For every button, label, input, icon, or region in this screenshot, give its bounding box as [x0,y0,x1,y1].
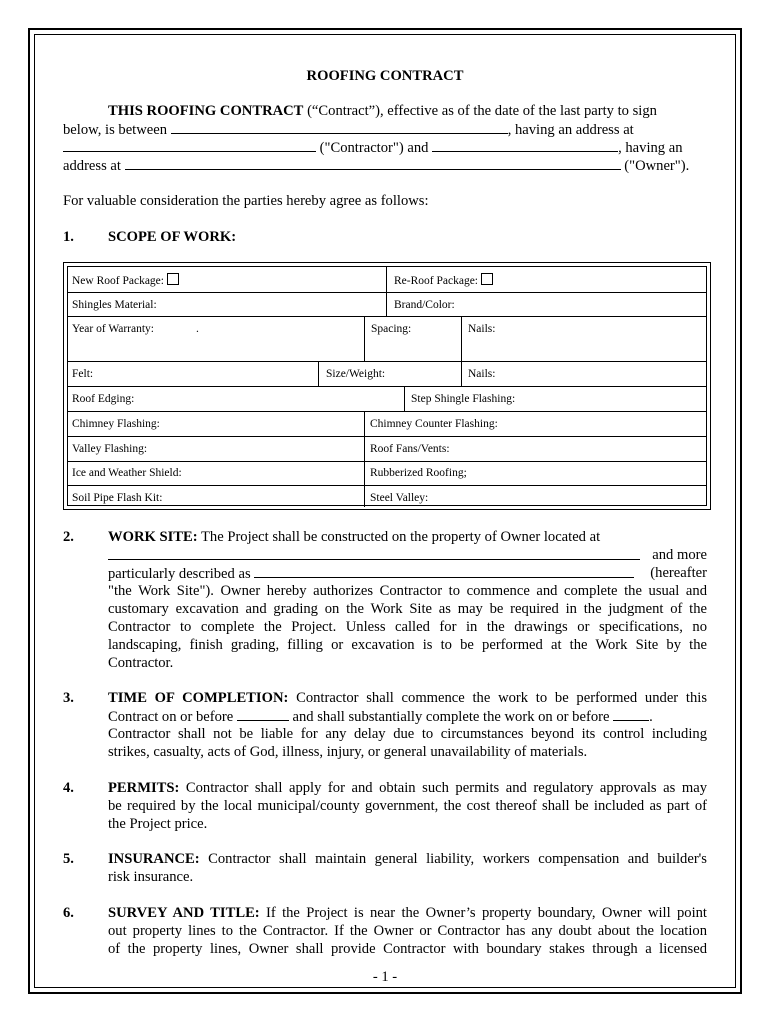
owner-name-blank[interactable] [432,138,618,152]
section-4-paragraph: PERMITS: Contractor shall apply for and obtain such permits and regulatory approvals as may be required by the local municipal/county government, the cost thereof shall be included as part of the Project price. [108,780,707,832]
step-shingle-flashing-label: Step Shingle Flashing: [411,393,516,405]
felt-label: Felt: [72,368,94,380]
nails-label-1: Nails: [468,323,496,335]
section-2-number: 2. [63,529,74,545]
valley-flashing-label: Valley Flashing: [72,443,148,455]
completion-date-blank[interactable] [613,707,649,721]
soil-pipe-flash-kit-label: Soil Pipe Flash Kit: [72,492,163,504]
year-of-warranty-label: Year of Warranty: [72,323,155,335]
year-of-warranty-dot: . [196,323,199,335]
scope-of-work-table [63,262,711,510]
rubberized-roofing-label: Rubberized Roofing; [370,467,467,479]
section-5-paragraph: INSURANCE: Contractor shall maintain general liability, workers compensation and builder's risk insurance. [108,851,707,885]
section-5-number: 5. [63,851,74,867]
work-site-description-blank[interactable] [254,564,634,578]
nails-label-2: Nails: [468,368,496,380]
roof-fans-vents-label: Roof Fans/Vents: [370,443,450,455]
chimney-flashing-label: Chimney Flashing: [72,418,160,430]
intro-line-4: address at ("Owner"). [63,158,690,174]
section-6-number: 6. [63,905,74,921]
intro-line-1: THIS ROOFING CONTRACT (“Contract”), effective as of the date of the last party to sign [108,103,657,119]
page-number: - 1 - [372,969,398,985]
ice-weather-shield-label: Ice and Weather Shield: [72,467,182,479]
document-title: ROOFING CONTRACT [306,68,464,84]
new-roof-package-checkbox[interactable] [167,273,179,285]
section-3-number: 3. [63,690,74,706]
intro-line-3: ("Contractor") and , having an [63,138,683,157]
section-2-paragraph: WORK SITE: The Project shall be constructed on the property of Owner located at and more particularly described as (hereafter "the Work Site"). Owner hereby authorizes Contractor to commence and complete the usual and customary excavation and grading on the Work Site as may be required in the judgment of the Contractor to complete the Project. Unless called for in the drawings or specifications, no landscaping, finish grading, filling or excavation is to be performed at the Work Site by the Contractor. [108,529,707,671]
section-1-heading: SCOPE OF WORK: [108,229,237,245]
size-weight-label: Size/Weight: [326,368,386,380]
section-1-number: 1. [63,229,74,245]
section-4-number: 4. [63,780,74,796]
roof-edging-label: Roof Edging: [72,393,135,405]
intro-line-2: below, is between , having an address at [63,122,634,138]
steel-valley-label: Steel Valley: [370,492,429,504]
reroof-package-field: Re-Roof Package: [394,273,493,288]
brand-color-label: Brand/Color: [394,299,455,311]
section-3-paragraph: TIME OF COMPLETION: Contractor shall commence the work to be performed under this Contract on or before and shall substantially complete the work on or before . Contractor shall not be liable for any delay due to circumstances beyond its control including strikes, casualty, acts of God, illness, injury, or general unavailability of materials. [108,690,707,760]
commence-date-blank[interactable] [237,707,289,721]
chimney-counter-flashing-label: Chimney Counter Flashing: [370,418,498,430]
consideration-text: For valuable consideration the parties hereby agree as follows: [63,193,429,209]
new-roof-package-field: New Roof Package: [72,273,179,288]
contractor-name-blank[interactable] [171,120,508,134]
scope-of-work-table-inner [67,266,707,506]
shingles-material-label: Shingles Material: [72,299,157,311]
page-border-inner [34,34,736,988]
spacing-label: Spacing: [371,323,412,335]
section-6-paragraph: SURVEY AND TITLE: If the Project is near the Owner’s property boundary, Owner will point out property lines to the Contractor. If the Owner or Contractor has any doubt about the location of the property lines, Owner shall provide Contractor with boundary stakes through a licensed [108,905,707,957]
work-site-address-blank[interactable] [108,546,640,560]
owner-address-blank[interactable] [125,156,621,170]
reroof-package-checkbox[interactable] [481,273,493,285]
contractor-address-blank[interactable] [63,138,316,152]
